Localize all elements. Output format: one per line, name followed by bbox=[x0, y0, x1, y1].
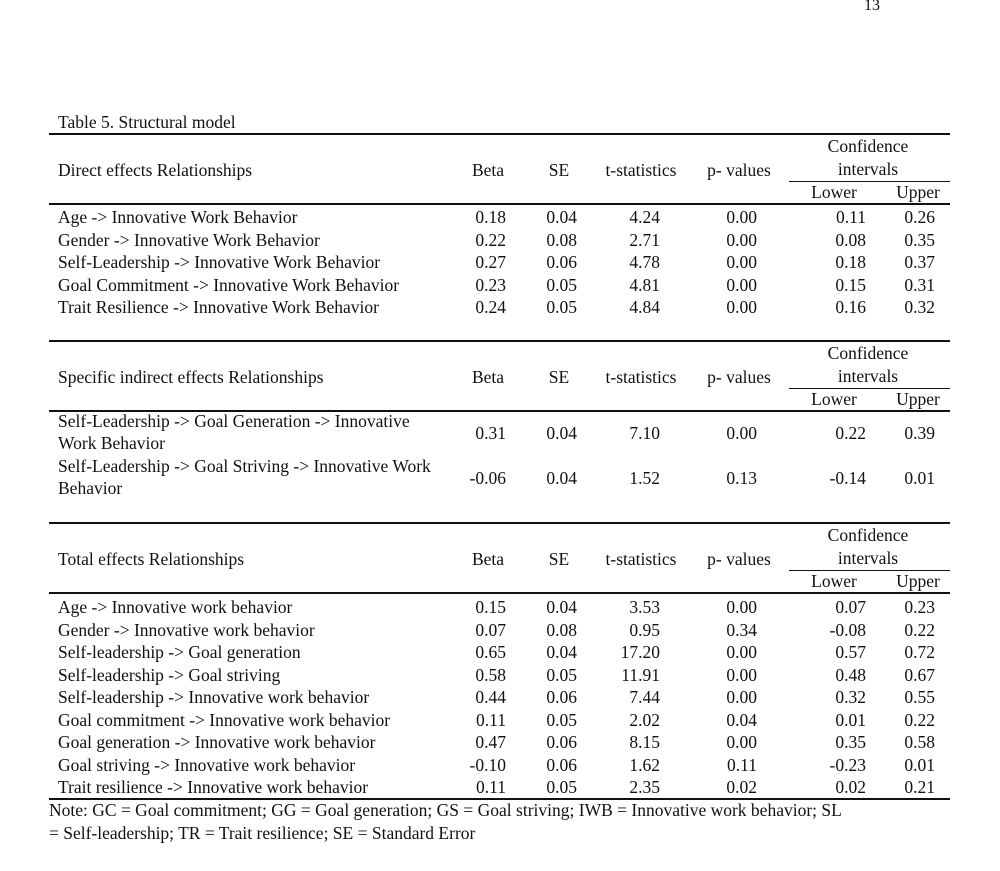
cell-se: 0.06 bbox=[546, 754, 577, 775]
cell-p: 0.00 bbox=[726, 207, 757, 227]
cell-upper: 0.31 bbox=[904, 274, 935, 295]
cell-t: 17.20 bbox=[620, 642, 660, 662]
col-header-se: SE bbox=[548, 160, 570, 180]
relationship-label: Self-Leadership -> Goal Generation -> Innovative Work Behavior bbox=[58, 411, 410, 453]
cell-lower: 0.11 bbox=[836, 207, 866, 227]
col-header-beta: Beta bbox=[471, 367, 505, 387]
cell-se: 0.04 bbox=[546, 423, 577, 443]
cell-se: 0.06 bbox=[546, 687, 577, 707]
col-header-ci-line1: Confidence bbox=[827, 343, 909, 363]
relationship-label: Age -> Innovative Work Behavior bbox=[58, 207, 298, 227]
cell-t: 1.62 bbox=[629, 754, 660, 775]
cell-lower: -0.23 bbox=[829, 754, 866, 775]
header-bottom-rule bbox=[49, 203, 950, 205]
cell-t: 3.53 bbox=[629, 597, 660, 617]
cell-upper: 0.58 bbox=[904, 732, 935, 752]
cell-lower: 0.15 bbox=[835, 274, 866, 295]
col-header-se: SE bbox=[548, 549, 570, 569]
section-top-rule bbox=[49, 133, 950, 135]
cell-upper: 0.01 bbox=[904, 468, 935, 488]
cell-t: 4.84 bbox=[629, 297, 660, 317]
relationship-label: Self-leadership -> Goal striving bbox=[58, 664, 281, 685]
cell-t: 4.78 bbox=[629, 252, 660, 272]
col-header-ci-line1: Confidence bbox=[827, 136, 909, 156]
cell-beta: 0.58 bbox=[475, 664, 506, 685]
cell-lower: 0.18 bbox=[835, 252, 866, 272]
cell-upper: 0.67 bbox=[904, 664, 935, 685]
cell-lower: 0.48 bbox=[835, 664, 866, 685]
cell-se: 0.05 bbox=[546, 664, 577, 685]
relationship-label: Self-leadership -> Goal generation bbox=[58, 642, 301, 662]
cell-upper: 0.22 bbox=[904, 619, 935, 640]
cell-beta: 0.24 bbox=[475, 297, 506, 317]
section-top-rule bbox=[49, 522, 950, 524]
cell-beta: 0.47 bbox=[475, 732, 506, 752]
cell-lower: 0.01 bbox=[835, 709, 866, 730]
cell-se: 0.05 bbox=[546, 274, 577, 295]
cell-p: 0.04 bbox=[726, 709, 757, 730]
relationship-label: Self-leadership -> Innovative work behavior bbox=[58, 687, 370, 707]
cell-t: 7.10 bbox=[629, 423, 660, 443]
relationship-label: Trait Resilience -> Innovative Work Behavior bbox=[58, 297, 379, 317]
col-header-lower: Lower bbox=[811, 182, 857, 202]
cell-lower: 0.35 bbox=[835, 732, 866, 752]
cell-t: 4.24 bbox=[629, 207, 660, 227]
relationship-label: Trait resilience -> Innovative work behavior bbox=[58, 777, 369, 797]
table-note: Note: GC = Goal commitment; GG = Goal generation; GS = Goal striving; IWB = Innovative work behavior; SL = Self-leadership; TR = Trait resilience; SE = Standard Error bbox=[49, 800, 842, 843]
col-header-ci-line1: Confidence bbox=[827, 525, 909, 545]
relationship-label: Gender -> Innovative work behavior bbox=[58, 619, 315, 640]
cell-se: 0.05 bbox=[546, 297, 577, 317]
relationship-label: Age -> Innovative work behavior bbox=[58, 597, 293, 617]
cell-se: 0.04 bbox=[546, 597, 577, 617]
cell-beta: 0.27 bbox=[475, 252, 506, 272]
col-header-lower: Lower bbox=[811, 389, 857, 409]
cell-se: 0.04 bbox=[546, 642, 577, 662]
cell-beta: 0.11 bbox=[476, 709, 506, 730]
section-top-rule bbox=[49, 340, 950, 342]
col-header-se: SE bbox=[548, 367, 570, 387]
relationship-label: Gender -> Innovative Work Behavior bbox=[58, 229, 320, 250]
cell-lower: -0.14 bbox=[829, 468, 866, 488]
cell-t: 2.02 bbox=[629, 709, 660, 730]
col-header-lower: Lower bbox=[811, 571, 857, 591]
cell-lower: 0.57 bbox=[835, 642, 866, 662]
col-header-beta: Beta bbox=[471, 549, 505, 569]
cell-lower: 0.16 bbox=[835, 297, 866, 317]
cell-upper: 0.22 bbox=[904, 709, 935, 730]
col-header-p-values: p- values bbox=[707, 367, 771, 387]
cell-beta: -0.06 bbox=[469, 468, 506, 488]
cell-p: 0.13 bbox=[726, 468, 757, 488]
cell-lower: 0.02 bbox=[835, 777, 866, 797]
cell-t: 11.91 bbox=[621, 664, 660, 685]
cell-lower: 0.32 bbox=[835, 687, 866, 707]
col-header-t-statistics: t-statistics bbox=[605, 549, 677, 569]
cell-beta: 0.11 bbox=[476, 777, 506, 797]
table-caption: Table 5. Structural model bbox=[58, 112, 236, 132]
col-header-t-statistics: t-statistics bbox=[605, 160, 677, 180]
cell-beta: 0.44 bbox=[475, 687, 506, 707]
relationship-label: Goal commitment -> Innovative work behavior bbox=[58, 709, 391, 730]
col-header-beta: Beta bbox=[471, 160, 505, 180]
cell-p: 0.34 bbox=[726, 619, 757, 640]
cell-beta: 0.65 bbox=[475, 642, 506, 662]
section-title: Direct effects Relationships bbox=[58, 160, 253, 180]
cell-p: 0.00 bbox=[726, 274, 757, 295]
cell-upper: 0.26 bbox=[904, 207, 935, 227]
cell-lower: 0.08 bbox=[835, 229, 866, 250]
cell-beta: 0.23 bbox=[475, 274, 506, 295]
col-header-upper: Upper bbox=[896, 389, 940, 409]
cell-t: 7.44 bbox=[629, 687, 660, 707]
cell-beta: 0.18 bbox=[475, 207, 506, 227]
cell-beta: 0.22 bbox=[475, 229, 506, 250]
cell-lower: 0.07 bbox=[835, 597, 866, 617]
cell-t: 8.15 bbox=[629, 732, 660, 752]
cell-p: 0.00 bbox=[726, 252, 757, 272]
cell-beta: 0.31 bbox=[475, 423, 506, 443]
cell-upper: 0.35 bbox=[904, 229, 935, 250]
cell-se: 0.06 bbox=[546, 732, 577, 752]
cell-upper: 0.23 bbox=[904, 597, 935, 617]
cell-upper: 0.55 bbox=[904, 687, 935, 707]
cell-lower: 0.22 bbox=[835, 423, 866, 443]
col-header-ci-line2: intervals bbox=[837, 159, 899, 179]
cell-upper: 0.21 bbox=[904, 777, 935, 797]
cell-p: 0.00 bbox=[726, 297, 757, 317]
cell-p: 0.02 bbox=[726, 777, 757, 797]
cell-p: 0.00 bbox=[726, 423, 757, 443]
cell-se: 0.08 bbox=[546, 619, 577, 640]
relationship-label: Goal generation -> Innovative work behavior bbox=[58, 732, 376, 752]
page-number: 13 bbox=[864, 0, 880, 14]
cell-p: 0.11 bbox=[727, 754, 757, 775]
cell-upper: 0.39 bbox=[904, 423, 935, 443]
cell-se: 0.05 bbox=[546, 777, 577, 797]
header-bottom-rule bbox=[49, 592, 950, 594]
cell-lower: -0.08 bbox=[829, 619, 866, 640]
cell-upper: 0.01 bbox=[904, 754, 935, 775]
cell-p: 0.00 bbox=[726, 642, 757, 662]
cell-beta: 0.15 bbox=[475, 597, 506, 617]
cell-p: 0.00 bbox=[726, 229, 757, 250]
cell-upper: 0.32 bbox=[904, 297, 935, 317]
cell-t: 0.95 bbox=[629, 619, 660, 640]
col-header-ci-line2: intervals bbox=[837, 548, 899, 568]
relationship-label: Goal Commitment -> Innovative Work Behavior bbox=[58, 274, 400, 295]
col-header-t-statistics: t-statistics bbox=[605, 367, 677, 387]
cell-se: 0.04 bbox=[546, 468, 577, 488]
cell-t: 4.81 bbox=[629, 274, 660, 295]
cell-se: 0.08 bbox=[546, 229, 577, 250]
relationship-label: Self-Leadership -> Innovative Work Behavior bbox=[58, 252, 381, 272]
section-title: Total effects Relationships bbox=[58, 549, 245, 569]
relationship-label: Self-Leadership -> Goal Striving -> Innovative Work Behavior bbox=[58, 456, 431, 498]
cell-t: 2.71 bbox=[629, 229, 660, 250]
cell-beta: -0.10 bbox=[469, 754, 506, 775]
cell-t: 1.52 bbox=[629, 468, 660, 488]
section-title: Specific indirect effects Relationships bbox=[58, 367, 324, 387]
cell-p: 0.00 bbox=[726, 687, 757, 707]
col-header-p-values: p- values bbox=[707, 160, 771, 180]
col-header-p-values: p- values bbox=[707, 549, 771, 569]
cell-beta: 0.07 bbox=[475, 619, 506, 640]
cell-se: 0.04 bbox=[546, 207, 577, 227]
col-header-ci-line2: intervals bbox=[837, 366, 899, 386]
cell-p: 0.00 bbox=[726, 732, 757, 752]
col-header-upper: Upper bbox=[896, 571, 940, 591]
relationship-label: Goal striving -> Innovative work behavior bbox=[58, 754, 356, 775]
cell-upper: 0.72 bbox=[904, 642, 935, 662]
col-header-upper: Upper bbox=[896, 182, 940, 202]
cell-t: 2.35 bbox=[629, 777, 660, 797]
cell-p: 0.00 bbox=[726, 597, 757, 617]
cell-upper: 0.37 bbox=[904, 252, 935, 272]
cell-se: 0.06 bbox=[546, 252, 577, 272]
cell-p: 0.00 bbox=[726, 664, 757, 685]
cell-se: 0.05 bbox=[546, 709, 577, 730]
